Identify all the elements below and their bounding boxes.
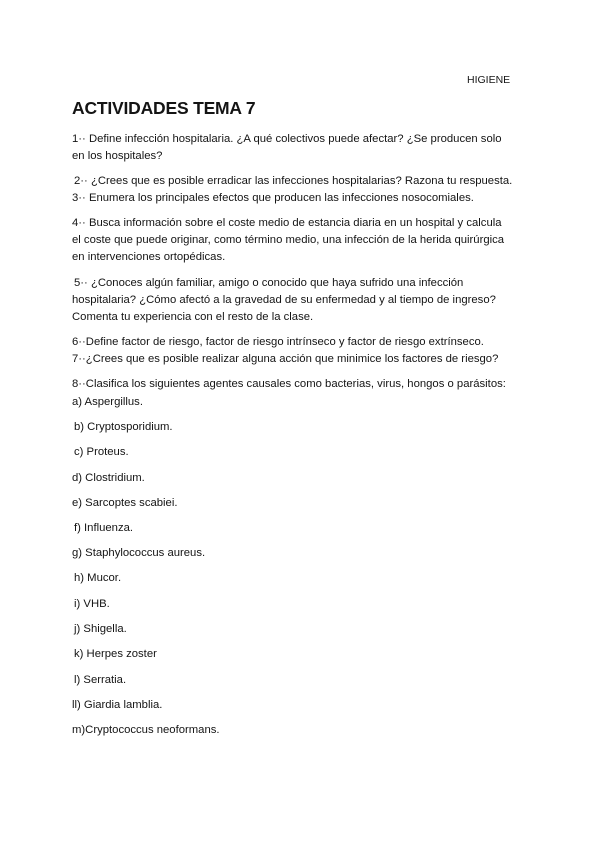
activity-4-line-1: 4·· Busca información sobre el coste medio de estancia diaria en un hospital y calcula [72, 217, 502, 229]
activity-1-line-2: en los hospitales? [72, 150, 163, 162]
agent-item: i) VHB. [74, 598, 110, 610]
activity-5-line-3: Comenta tu experiencia con el resto de la clase. [72, 311, 314, 323]
agent-item: f) Influenza. [74, 522, 134, 534]
activity-7-line-1: 7··¿Crees que es posible realizar alguna acción que minimice los factores de riesgo? [72, 353, 499, 365]
activity-8-line-1: 8··Clasifica los siguientes agentes causales como bacterias, virus, hongos o parásitos: [72, 378, 506, 390]
agent-item: d) Clostridium. [72, 472, 145, 484]
agent-item: k) Herpes zoster [74, 648, 157, 660]
agent-item: l) Serratia. [74, 674, 127, 686]
activity-3-line-1: 3·· Enumera los principales efectos que producen las infecciones nosocomiales. [72, 192, 474, 204]
activity-5-line-2: hospitalaria? ¿Cómo afectó a la gravedad de su enfermedad y al tiempo de ingreso? [72, 294, 496, 306]
agent-item: j) Shigella. [74, 623, 127, 635]
activity-4-line-3: en intervenciones ortopédicas. [72, 251, 226, 263]
activity-1-line-1: 1·· Define infección hospitalaria. ¿A qué colectivos puede afectar? ¿Se producen solo [72, 133, 502, 145]
activity-6-line-1: 6··Define factor de riesgo, factor de riesgo intrínseco y factor de riesgo extrínseco. [72, 336, 484, 348]
agent-item: a) Aspergillus. [72, 396, 143, 408]
page-title: ACTIVIDADES TEMA 7 [72, 98, 256, 118]
agent-item: b) Cryptosporidium. [74, 421, 173, 433]
agent-item: ll) Giardia lamblia. [72, 699, 163, 711]
activity-4-line-2: el coste que puede originar, como término medio, una infección de la herida quirúrgica [72, 234, 505, 246]
agent-item: e) Sarcoptes scabiei. [72, 497, 178, 509]
agent-item: h) Mucor. [74, 572, 122, 584]
agent-item: c) Proteus. [74, 446, 129, 458]
activity-2-line-1: 2·· ¿Crees que es posible erradicar las infecciones hospitalarias? Razona tu respuesta. [74, 175, 513, 187]
agent-item: g) Staphylococcus aureus. [72, 547, 206, 559]
agent-item: m)Cryptococcus neoformans. [72, 724, 220, 736]
subject-header: HIGIENE [467, 74, 511, 86]
activity-5-line-1: 5·· ¿Conoces algún familiar, amigo o conocido que haya sufrido una infección [74, 277, 464, 289]
